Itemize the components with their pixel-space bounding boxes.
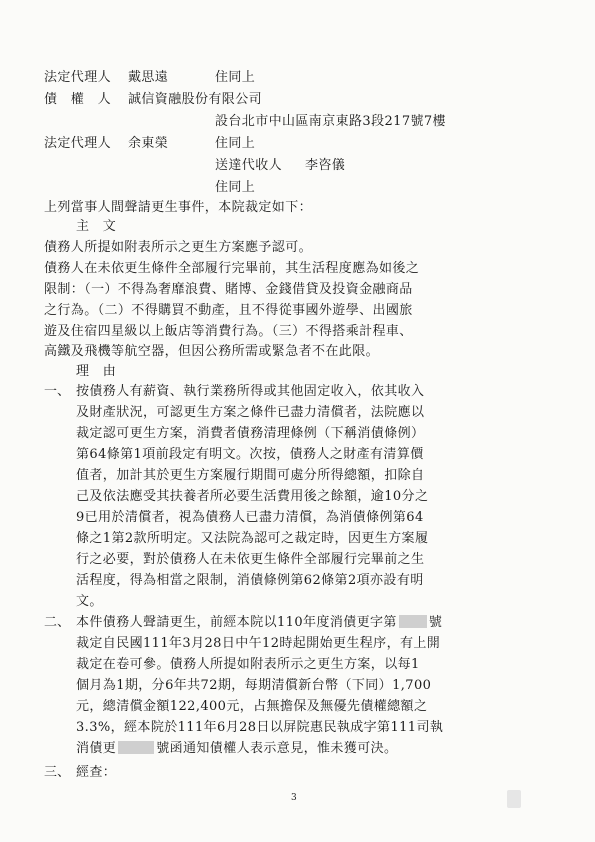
reason-line: 第64條第1項前段定有明文。次按，債務人之財產有清算價 xyxy=(76,447,424,462)
reason-text: 消債更 xyxy=(76,741,117,756)
reason-text: 號函通知債權人表示意見，惟未獲可決。 xyxy=(156,741,398,756)
reason-text: 本件債務人聲請更生，前經本院以110年度消債更字第 xyxy=(76,615,397,630)
reason-line: 裁定自民國111年3月28日中午12時起開始更生程序，有上開 xyxy=(76,636,441,651)
reason-heading: 理 由 xyxy=(76,364,117,379)
agent2-label: 法定代理人 xyxy=(44,136,112,151)
main-text-line: 債務人在未依更生條件全部履行完畢前，其生活程度應為如後之 xyxy=(44,261,420,276)
reason-line: 及財產狀況，可認更生方案之條件已盡力清償者，法院應以 xyxy=(76,405,425,420)
redaction-mark xyxy=(399,615,427,628)
recipient-label: 送達代收人 xyxy=(215,158,283,173)
recipient-name: 李咨儀 xyxy=(305,158,346,173)
reason-line xyxy=(76,615,442,631)
item-number: 一、 xyxy=(44,384,71,399)
reason-line: 文。 xyxy=(76,594,103,609)
agent1-name: 戴思遠 xyxy=(128,70,169,85)
redaction-mark xyxy=(507,790,521,808)
item-number: 三、 xyxy=(44,765,71,780)
reason-line: 個月為1期，分6年共72期，每期清償新台幣（下同）1,700 xyxy=(76,678,432,693)
agent2-name: 余東榮 xyxy=(128,136,169,151)
reason-line: 行之必要，對於債務人在未依更生條件全部履行完畢前之生 xyxy=(76,552,425,567)
reason-line: 裁定認可更生方案，消費者債務清理條例（下稱消債條例） xyxy=(76,426,425,441)
reason-line: 按債務人有薪資、執行業務所得或其他固定收入，依其收入 xyxy=(76,384,425,399)
main-text-line: 高鐵及飛機等航空器，但因公務所需或緊急者不在此限。 xyxy=(44,344,380,359)
reason-line: 值者，加計其於更生方案履行期間可處分所得總額，扣除自 xyxy=(76,468,425,483)
reason-line xyxy=(76,741,397,757)
recipient-address: 住同上 xyxy=(215,180,256,195)
reason-line: 經查： xyxy=(76,765,117,780)
reason-line: 己及依法應受其扶養者所必要生活費用後之餘額，逾10分之 xyxy=(76,489,429,504)
agent2-address: 住同上 xyxy=(215,136,256,151)
item-number: 二、 xyxy=(44,615,71,630)
main-text-line: 限制：（一）不得為奢靡浪費、賭博、金錢借貸及投資金融商品 xyxy=(44,282,413,297)
reason-line: 裁定在卷可參。債務人所提如附表所示之更生方案，以每1 xyxy=(76,657,420,672)
main-text-line: 債務人所提如附表所示之更生方案應予認可。 xyxy=(44,240,313,255)
main-text-line: 遊及住宿四星級以上飯店等消費行為。（三）不得搭乘計程車、 xyxy=(44,324,413,339)
reason-line: 9已用於清償者，視為債務人已盡力清償，為消債條例第64 xyxy=(76,510,424,525)
main-heading: 主 文 xyxy=(76,219,117,234)
reason-text: 號 xyxy=(428,615,443,630)
reason-line: 活程度，得為相當之限制，消債條例第62條第2項亦設有明 xyxy=(76,573,424,588)
reason-line: 3.3%，經本院於111年6月28日以屏院惠民執成字第111司執 xyxy=(76,720,444,735)
page-number: 3 xyxy=(291,793,297,803)
creditor-label: 債 權 人 xyxy=(44,92,112,107)
agent1-label: 法定代理人 xyxy=(44,70,112,85)
intro-line: 上列當事人間聲請更生事件，本院裁定如下： xyxy=(44,200,313,215)
main-text-line: 之行為。（二）不得購買不動產，且不得從事國外遊學、出國旅 xyxy=(44,303,413,318)
creditor-name: 誠信資融股份有限公司 xyxy=(128,92,263,107)
creditor-address: 設台北市中山區南京東路3段217號7樓 xyxy=(215,114,446,129)
agent1-address: 住同上 xyxy=(215,70,256,85)
reason-line: 條之1第2款所明定。又法院為認可之裁定時，因更生方案履 xyxy=(76,531,429,546)
reason-line: 元，總清償金額122,400元，占無擔保及無優先債權總額之 xyxy=(76,699,428,714)
redaction-mark xyxy=(118,741,154,754)
